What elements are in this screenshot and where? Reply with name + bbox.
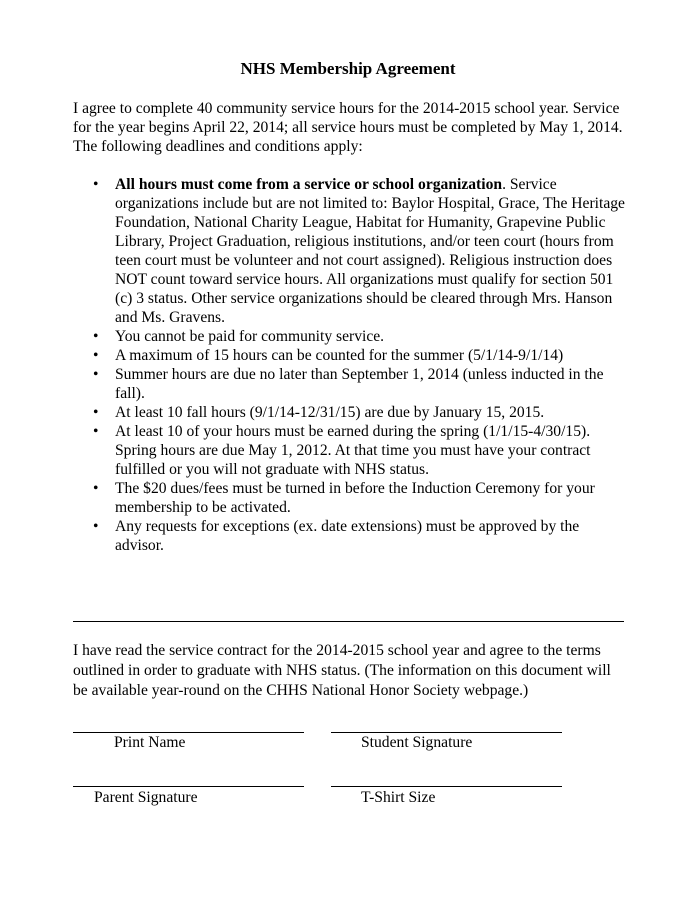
intro-text: I agree to complete 40 community service hours for the 2014-2015 school year. Service for the year begins April 22, 2014; all service hours must be completed by May 1, 2014. The following deadlines and conditions apply: xyxy=(73,100,623,155)
conditions-list xyxy=(73,175,625,555)
list-item xyxy=(73,327,625,346)
bullet-icon: • xyxy=(93,518,99,535)
condition-text: Summer hours are due no later than September 1, 2014 (unless inducted in the fall). xyxy=(115,366,604,402)
bullet-icon: • xyxy=(93,404,99,421)
parent-signature-line[interactable] xyxy=(73,786,304,787)
bullet-icon: • xyxy=(93,423,99,440)
bullet-icon: • xyxy=(93,328,99,345)
list-item xyxy=(73,365,625,403)
intro-paragraph xyxy=(73,99,633,156)
page-title: NHS Membership Agreement xyxy=(240,59,456,78)
condition-text: A maximum of 15 hours can be counted for the summer (5/1/14-9/1/14) xyxy=(115,347,564,364)
list-item xyxy=(73,422,625,479)
list-item xyxy=(73,175,625,327)
condition-text: Any requests for exceptions (ex. date extensions) must be approved by the advisor. xyxy=(115,518,580,554)
condition-text: At least 10 fall hours (9/1/14-12/31/15) are due by January 15, 2015. xyxy=(115,404,545,421)
list-item xyxy=(73,479,625,517)
condition-lead: All hours must come from a service or school organization xyxy=(115,176,503,193)
print-name-label: Print Name xyxy=(114,734,186,751)
condition-text: . Service organizations include but are not limited to: Baylor Hospital, Grace, The Heritage Foundation, National Charity League, Habitat for Humanity, Grapevine Public Library, Project Graduation, religious institutions, and/or teen court (hours from teen court must be volunteer and not court assigned). Religious instruction does NOT count toward service hours. All organizations must qualify for section 501 (c) 3 status. Other service organizations should be cleared through Mrs. Hanson and Ms. Gravens. xyxy=(115,176,625,326)
bullet-icon: • xyxy=(93,366,99,383)
bullet-icon: • xyxy=(93,347,99,364)
tshirt-size-label: T-Shirt Size xyxy=(361,789,436,806)
parent-signature-label: Parent Signature xyxy=(94,789,198,806)
list-item xyxy=(73,517,625,555)
bullet-icon: • xyxy=(93,176,99,193)
list-item xyxy=(73,403,625,422)
condition-text: You cannot be paid for community service. xyxy=(115,328,385,345)
student-signature-label: Student Signature xyxy=(361,734,473,751)
condition-text: The $20 dues/fees must be turned in before the Induction Ceremony for your membership to be activated. xyxy=(115,480,595,516)
tshirt-size-line[interactable] xyxy=(331,786,562,787)
bullet-icon: • xyxy=(93,480,99,497)
list-item xyxy=(73,346,625,365)
print-name-line[interactable] xyxy=(73,732,304,733)
section-divider xyxy=(73,621,624,622)
agreement-paragraph: I have read the service contract for the 2014-2015 school year and agree to the terms outlined in order to graduate with NHS status. (The information on this document will be available year-round on the CHHS National Honor Society webpage.) xyxy=(73,642,611,699)
condition-text: At least 10 of your hours must be earned during the spring (1/1/15-4/30/15). Spring hours are due May 1, 2012. At that time you must have your contract fulfilled or you will not graduate with NHS status. xyxy=(115,423,591,478)
